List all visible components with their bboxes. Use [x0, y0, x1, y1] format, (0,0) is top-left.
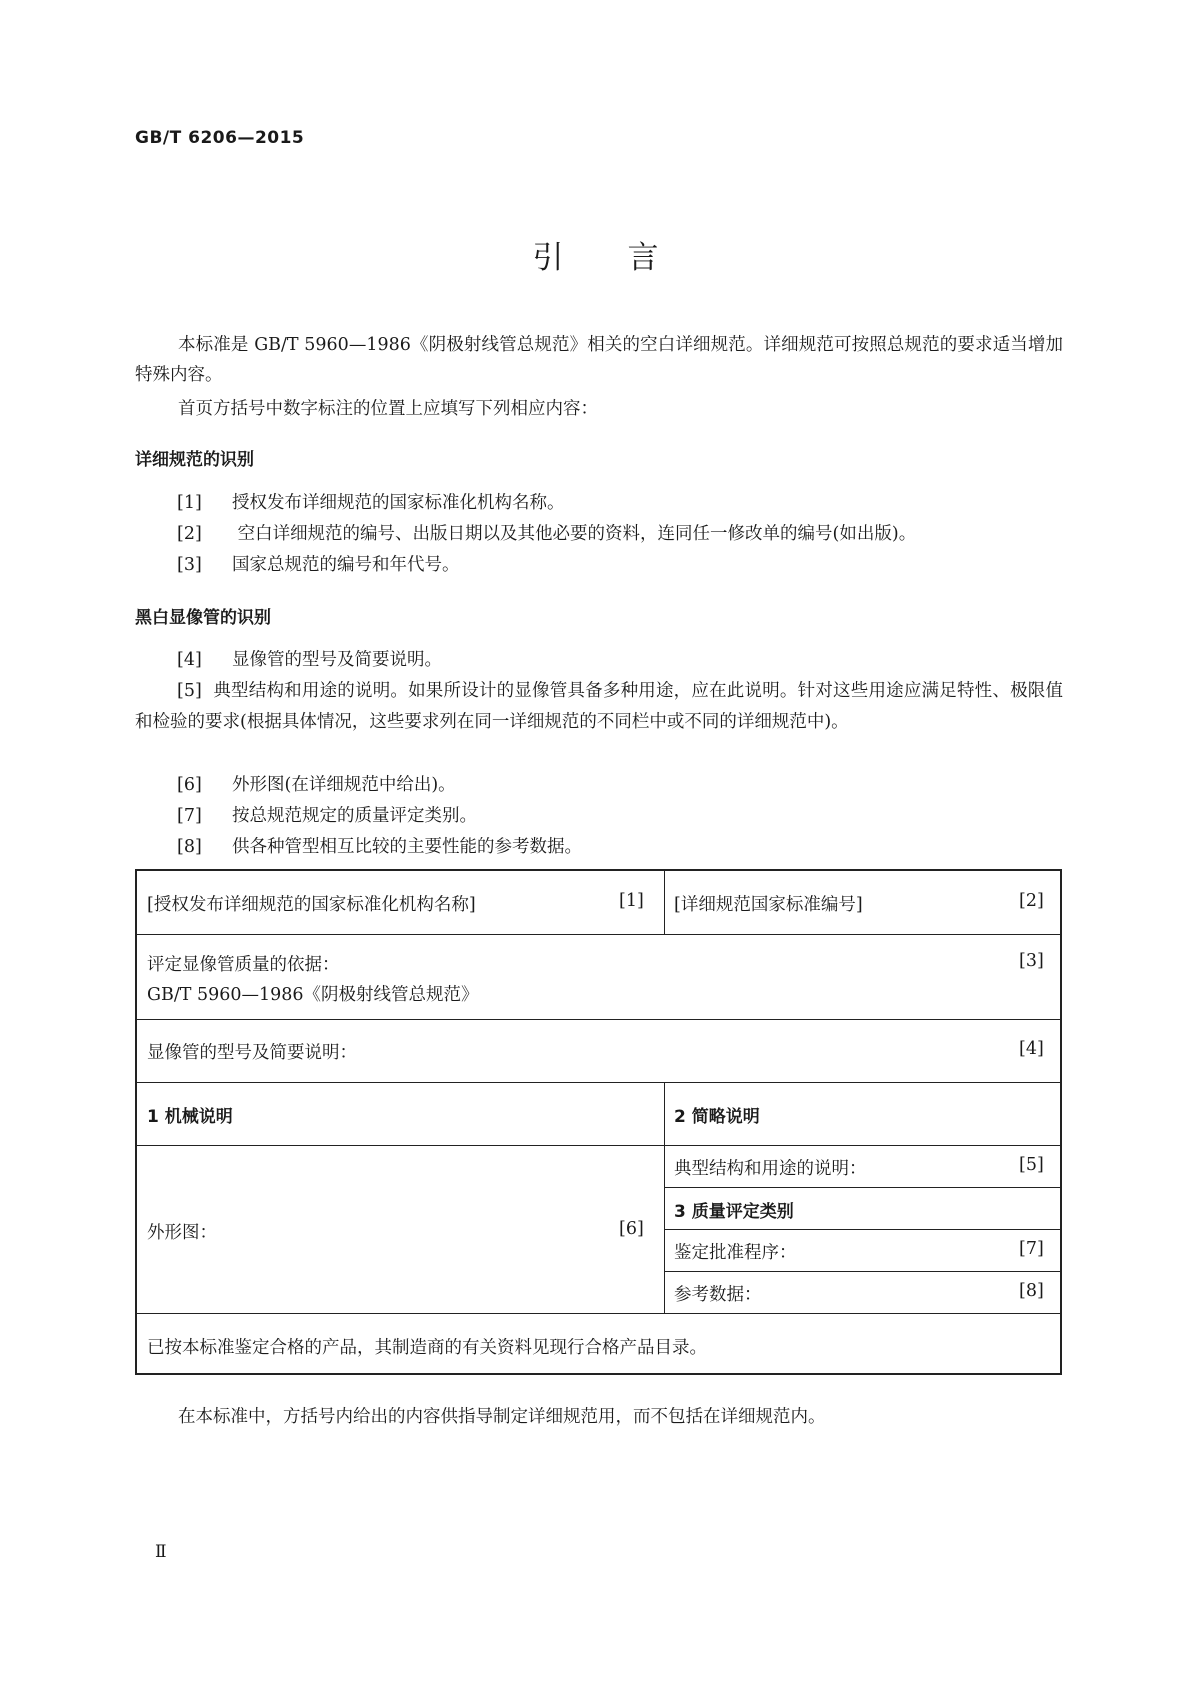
table-divider: [137, 934, 1060, 935]
item-text: 授权发布详细规范的国家标准化机构名称。: [232, 493, 565, 513]
item-marker: [2]: [177, 524, 202, 544]
item-marker: [1]: [177, 493, 202, 513]
bracket-usage-note: 在本标准中，方括号内给出的内容供指导制定详细规范用，而不包括在详细规范内。: [178, 1407, 826, 1427]
table-divider: [664, 1082, 665, 1313]
field-marker: [7]: [1019, 1239, 1044, 1259]
field-marker: [1]: [619, 891, 644, 911]
table-divider: [137, 1019, 1060, 1020]
mechanical-description-heading: 1 机械说明: [147, 1107, 233, 1127]
item-marker: [8]: [177, 837, 202, 857]
field-marker: [5]: [1019, 1155, 1044, 1175]
table-divider: [664, 1271, 1060, 1272]
item-marker: [5]: [177, 681, 202, 701]
item-text: 供各种管型相互比较的主要性能的参考数据。: [232, 837, 582, 857]
list-item: [135, 645, 1063, 675]
table-divider: [137, 1145, 1060, 1146]
qualified-products-note: 已按本标准鉴定合格的产品，其制造商的有关资料见现行合格产品目录。: [147, 1338, 707, 1358]
field-marker: [8]: [1019, 1281, 1044, 1301]
section-heading-tube-identification: 黑白显像管的识别: [135, 608, 271, 628]
standard-number-field: [详细规范国家标准编号]: [674, 895, 863, 915]
item-text: 外形图(在详细规范中给出)。: [232, 775, 456, 795]
table-divider: [137, 1313, 1060, 1314]
item-marker: [4]: [177, 650, 202, 670]
item-marker: [6]: [177, 775, 202, 795]
field-marker: [3]: [1019, 951, 1044, 971]
authority-name-field: [授权发布详细规范的国家标准化机构名称]: [147, 895, 476, 915]
intro-paragraph-1: 本标准是 GB/T 5960—1986《阴极射线管总规范》相关的空白详细规范。详细规范可按照总规范的要求适当增加特殊内容。: [135, 335, 1063, 385]
tube-type-label: 显像管的型号及简要说明：: [147, 1043, 357, 1063]
field-marker: [6]: [619, 1219, 644, 1239]
item-text: 显像管的型号及简要说明。: [232, 650, 442, 670]
item-text: 典型结构和用途的说明。如果所设计的显像管具备多种用途，应在此说明。针对这些用途应满足特性、极限值和检验的要求(根据具体情况，这些要求列在同一详细规范的不同栏中或不同的详细规范中)。: [135, 681, 1063, 732]
list-item: [135, 770, 1063, 800]
section-heading-identification: 详细规范的识别: [135, 450, 254, 470]
item-text: 国家总规范的编号和年代号。: [232, 555, 460, 575]
list-item: [135, 801, 1063, 831]
quality-basis-value: GB/T 5960—1986《阴极射线管总规范》: [147, 985, 479, 1005]
list-item: [135, 550, 1063, 580]
approval-procedure-label: 鉴定批准程序：: [674, 1243, 797, 1263]
item-marker: [7]: [177, 806, 202, 826]
quality-basis-label: 评定显像管质量的依据：: [147, 955, 340, 975]
list-item: [135, 488, 1063, 518]
standard-code: GB/T 6206—2015: [135, 128, 305, 148]
brief-description-heading: 2 简略说明: [674, 1107, 760, 1127]
intro-paragraph-2: 首页方括号中数字标注的位置上应填写下列相应内容：: [178, 399, 598, 419]
table-divider: [137, 1082, 1060, 1083]
typical-structure-label: 典型结构和用途的说明：: [674, 1159, 867, 1179]
item-text: 空白详细规范的编号、出版日期以及其他必要的资料，连同任一修改单的编号(如出版)。: [232, 524, 917, 544]
table-divider: [664, 1229, 1060, 1230]
specification-form-table: [135, 869, 1062, 1375]
list-item: [135, 519, 1063, 549]
list-item: [135, 832, 1063, 862]
table-divider: [664, 1187, 1060, 1188]
field-marker: [2]: [1019, 891, 1044, 911]
page-title: 引言: [532, 240, 723, 276]
table-divider: [664, 871, 665, 934]
page-number: Ⅱ: [155, 1542, 167, 1562]
outline-drawing-label: 外形图：: [147, 1223, 217, 1243]
item-marker: [3]: [177, 555, 202, 575]
quality-category-heading: 3 质量评定类别: [674, 1202, 794, 1222]
item-text: 按总规范规定的质量评定类别。: [232, 806, 477, 826]
field-marker: [4]: [1019, 1039, 1044, 1059]
list-item: [135, 676, 1063, 738]
reference-data-label: 参考数据：: [674, 1285, 762, 1305]
